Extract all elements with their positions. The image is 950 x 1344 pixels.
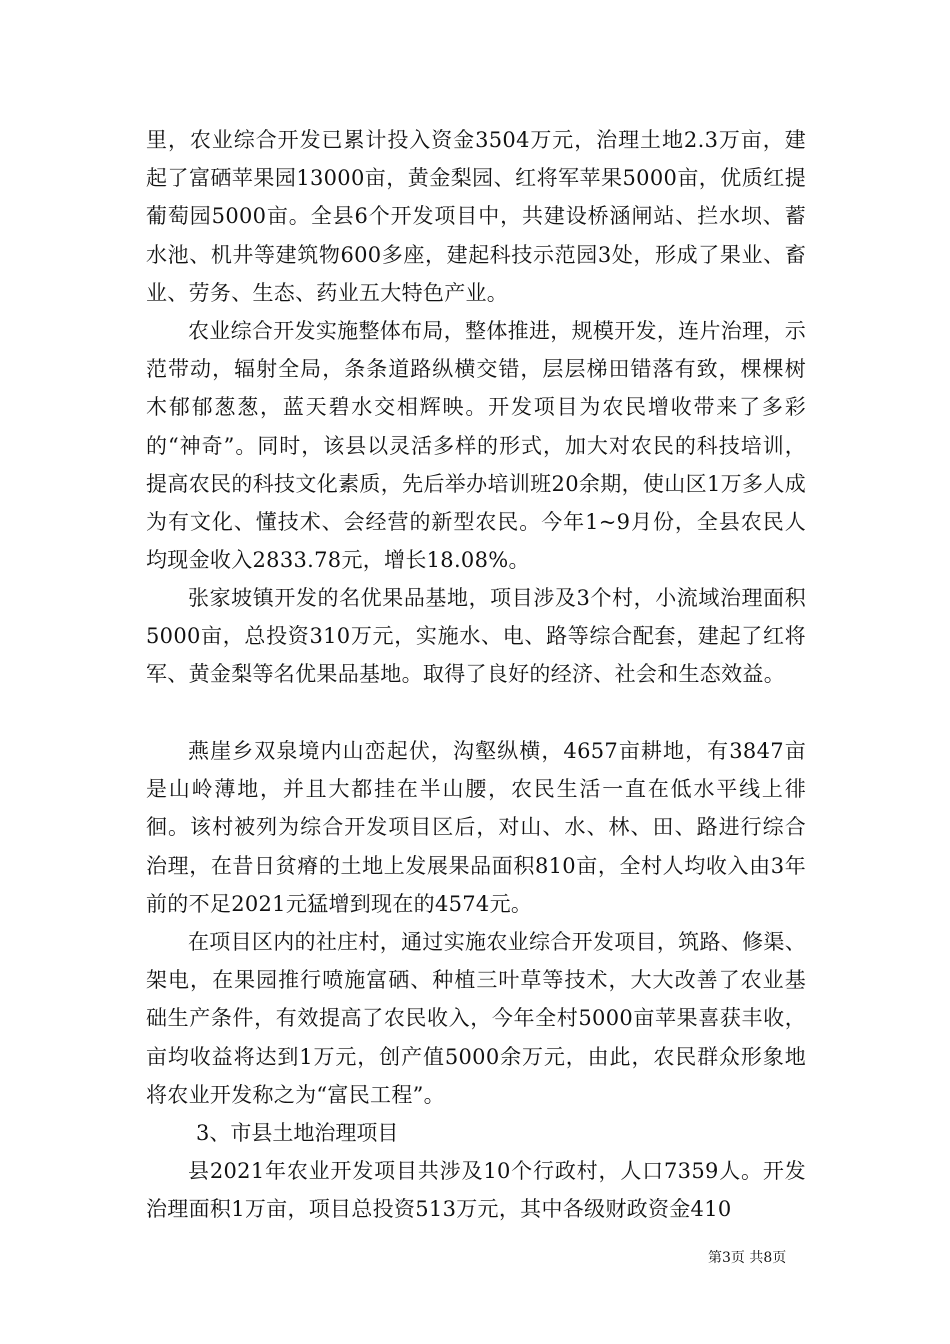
- paragraph-county-project: 县2021年农业开发项目共涉及10个行政村，人口7359人。开发治理面积1万亩，项目总投资513万元，其中各级财政资金410: [146, 1159, 806, 1222]
- paragraph-overall-layout: 农业综合开发实施整体布局，整体推进，规模开发，连片治理，示范带动，辐射全局，条条道路纵横交错，层层梯田错落有致，棵棵树木郁郁葱葱，蓝天碧水交相辉映。开发项目为农民增收带来了多彩的“神奇”。同时，该县以灵活多样的形式，加大对农民的科技培训，提高农民的科技文化素质，先后举办培训班20余期，使山区1万多人成为有文化、懂技术、会经营的新型农民。今年1~9月份，全县农民人均现金收入2833.78元，增长18.08%。: [146, 319, 806, 573]
- paragraph-yanya: 燕崖乡双泉境内山峦起伏，沟壑纵横，4657亩耕地，有3847亩是山岭薄地，并且大都挂在半山腰，农民生活一直在低水平线上徘徊。该村被列为综合开发项目区后，对山、水、林、田、路进行综合治理，在昔日贫瘠的土地上发展果品面积810亩，全村人均收入由3年前的不足2021元猛增到现在的4574元。: [146, 739, 806, 916]
- paragraph-investment-summary: 里，农业综合开发已累计投入资金3504万元，治理土地2.3万亩，建起了富硒苹果园13000亩，黄金梨园、红将军苹果5000亩，优质红提葡萄园5000亩。全县6个开发项目中，共建设桥涵闸站、拦水坝、蓄水池、机井等建筑物600多座，建起科技示范园3处，形成了果业、畜业、劳务、生态、药业五大特色产业。: [146, 128, 806, 305]
- paragraph-zhangjiapo: 张家坡镇开发的名优果品基地，项目涉及3个村，小流域治理面积5000亩，总投资310万元，实施水、电、路等综合配套，建起了红将军、黄金梨等名优果品基地。取得了良好的经济、社会和生态效益。: [146, 586, 806, 687]
- section-heading: 3、市县土地治理项目: [196, 1121, 399, 1145]
- page-number: 第3页 共8页: [708, 1250, 787, 1266]
- paragraph-shezhuang: 在项目区内的社庄村，通过实施农业综合开发项目，筑路、修渠、架电，在果园推行喷施富硒、种植三叶草等技术，大大改善了农业基础生产条件，有效提高了农民收入，今年全村5000亩苹果喜获丰收，亩均收益将达到1万元，创产值5000余万元，由此，农民群众形象地将农业开发称之为“富民工程”。: [146, 930, 806, 1107]
